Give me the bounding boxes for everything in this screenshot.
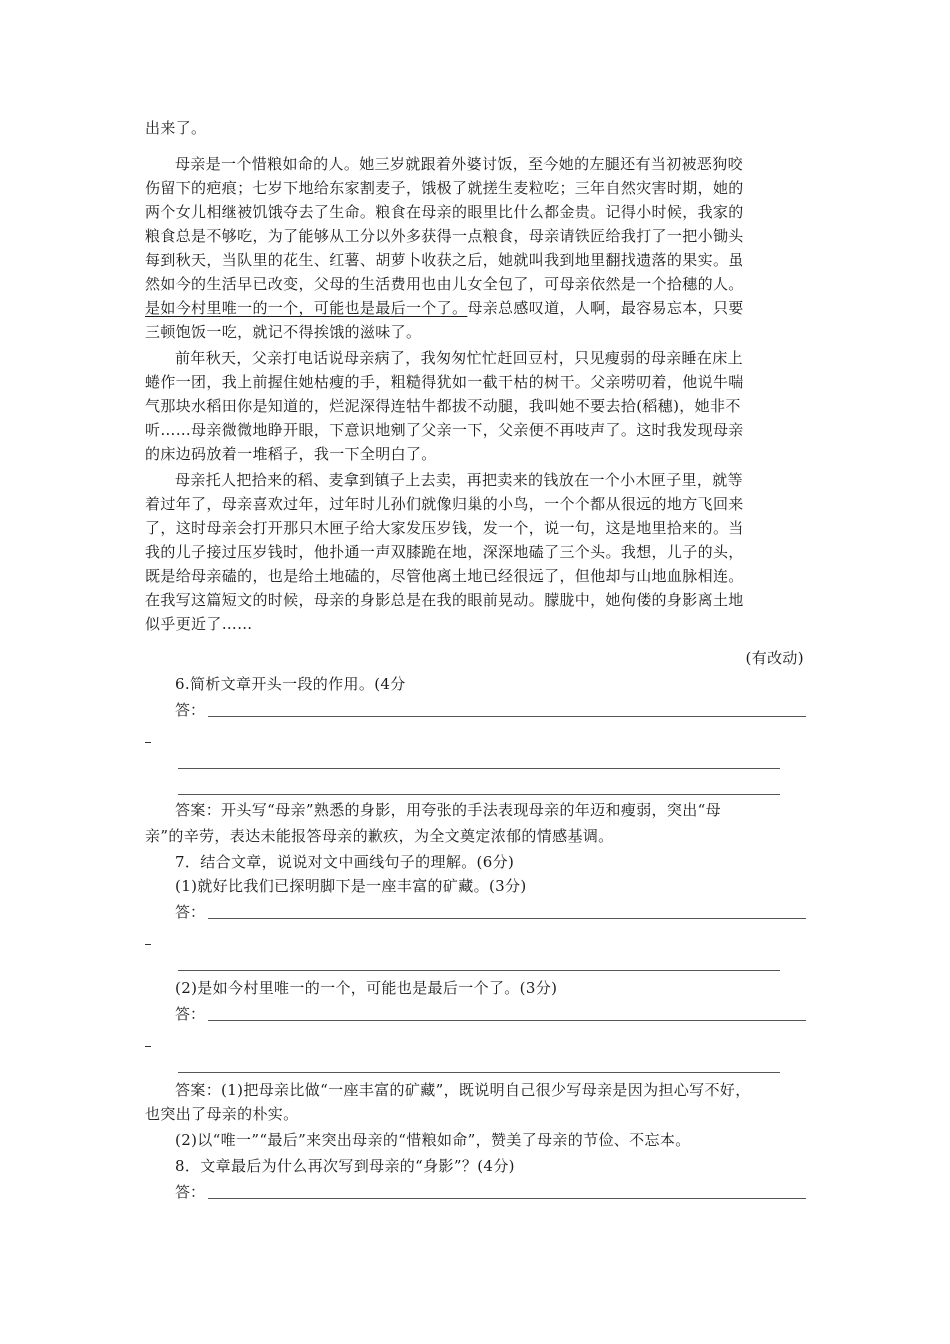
passage-line: 着过年了，母亲喜欢过年，过年时儿孙们就像归巢的小鸟，一个个都从很远的地方飞回来	[145, 495, 744, 513]
passage-line: 似乎更近了……	[145, 615, 253, 633]
passage-line: 了，这时母亲会打开那只木匣子给大家发压岁钱，发一个，说一句，这是地里拾来的。当	[145, 519, 744, 537]
answer-blank-line[interactable]	[178, 768, 780, 769]
passage-line: 三顿饱饭一吃，就记不得挨饿的滋味了。	[145, 323, 422, 341]
answer-blank-line[interactable]	[208, 716, 806, 717]
answer-label: 答：	[175, 701, 206, 719]
passage-line: 然如今的生活早已改变，父母的生活费用也由儿女全包了，可母亲依然是一个拾穗的人。	[145, 275, 744, 293]
passage-line: 伤留下的疤痕；七岁下地给东家割麦子，饿极了就搓生麦粒吃；三年自然灾害时期，她的	[145, 179, 744, 197]
passage-line	[145, 298, 810, 318]
answer-blank-dash	[145, 944, 151, 945]
passage-line: 听……母亲微微地睁开眼，下意识地剜了父亲一下，父亲便不再吱声了。这时我发现母亲	[145, 421, 744, 439]
answer-label: 答：	[175, 1183, 206, 1201]
answer-blank-line[interactable]	[178, 1072, 780, 1073]
answer-text: 答案：(1)把母亲比做“一座丰富的矿藏”，既说明自己很少写母亲是因为担心写不好，	[175, 1081, 751, 1099]
answer-text: 也突出了母亲的朴实。	[145, 1105, 299, 1123]
answer-label: 答：	[175, 903, 206, 921]
passage-line: 的床边码放着一堆稻子，我一下全明白了。	[145, 445, 437, 463]
passage-text: 母亲总感叹道，人啊，最容易忘本，只要	[467, 299, 744, 317]
passage-line: 两个女儿相继被饥饿夺去了生命。粮食在母亲的眼里比什么都金贵。记得小时候，我家的	[145, 203, 744, 221]
answer-blank-line[interactable]	[208, 918, 806, 919]
answer-blank-dash	[145, 1046, 151, 1047]
passage-line: 每到秋天，当队里的花生、红薯、胡萝卜收获之后，她就叫我到地里翻找遗落的果实。虽	[145, 251, 744, 269]
passage-line: 气那块水稻田你是知道的，烂泥深得连牯牛都拔不动腿，我叫她不要去拾(稻穗)，她非不	[145, 397, 741, 415]
question-7-sub2: (2)是如今村里唯一的一个，可能也是最后一个了。(3分)	[175, 979, 558, 997]
passage-line: 前年秋天，父亲打电话说母亲病了，我匆匆忙忙赶回豆村，只见瘦弱的母亲睡在床上	[175, 349, 743, 367]
passage-line: 出来了。	[145, 119, 207, 137]
passage-line: 蜷作一团，我上前握住她枯瘦的手，粗糙得犹如一截干枯的树干。父亲唠叨着，他说牛喘	[145, 373, 744, 391]
source-note: (有改动)	[745, 649, 804, 667]
passage-line: 母亲是一个惜粮如命的人。她三岁就跟着外婆讨饭，至今她的左腿还有当初被恶狗咬	[175, 155, 743, 173]
passage-line: 在我写这篇短文的时候，母亲的身影总是在我的眼前晃动。朦胧中，她佝偻的身影离土地	[145, 591, 744, 609]
question-7-sub1: (1)就好比我们已探明脚下是一座丰富的矿藏。(3分)	[175, 877, 527, 895]
passage-line: 母亲托人把拾来的稻、麦拿到镇子上去卖，再把卖来的钱放在一个小木匣子里，就等	[175, 471, 743, 489]
answer-label: 答：	[175, 1005, 206, 1023]
passage-line: 我的儿子接过压岁钱时，他扑通一声双膝跪在地，深深地磕了三个头。我想，儿子的头，	[145, 543, 744, 561]
answer-blank-dash	[145, 742, 151, 743]
answer-text: 答案：开头写“母亲”熟悉的身影，用夸张的手法表现母亲的年迈和瘦弱，突出“母	[175, 801, 721, 819]
passage-line: 粮食总是不够吃，为了能够从工分以外多获得一点粮食，母亲请铁匠给我打了一把小锄头	[145, 227, 744, 245]
answer-blank-line[interactable]	[178, 794, 780, 795]
answer-text: (2)以“唯一”“最后”来突出母亲的“惜粮如命”，赞美了母亲的节俭、不忘本。	[175, 1131, 691, 1149]
passage-line: 既是给母亲磕的，也是给土地磕的，尽管他离土地已经很远了，但他却与山地血脉相连。	[145, 567, 744, 585]
answer-text: 亲”的辛劳，表达未能报答母亲的歉疚，为全文奠定浓郁的情感基调。	[145, 827, 614, 845]
answer-blank-line[interactable]	[208, 1020, 806, 1021]
answer-blank-line[interactable]	[208, 1198, 806, 1199]
answer-blank-line[interactable]	[178, 970, 780, 971]
underlined-sentence: 是如今村里唯一的一个，可能也是最后一个了。	[145, 299, 468, 317]
question-6: 6.简析文章开头一段的作用。(4分	[175, 675, 406, 693]
question-7: 7．结合文章，说说对文中画线句子的理解。(6分)	[175, 853, 515, 871]
question-8: 8．文章最后为什么再次写到母亲的“身影”？(4分)	[175, 1157, 515, 1175]
